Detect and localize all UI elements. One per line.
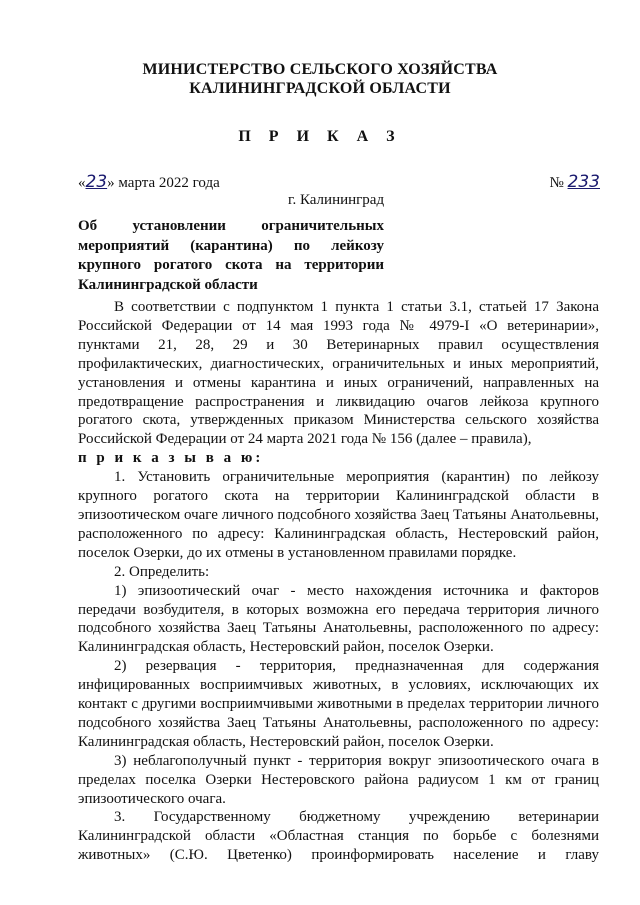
order-body (78, 298, 599, 865)
date-open-quote: « (78, 175, 86, 191)
order-number (549, 172, 600, 192)
handwritten-number: 233 (567, 172, 600, 192)
handwritten-day: 23 (85, 172, 108, 192)
ministry-line-1: МИНИСТЕРСТВО СЕЛЬСКОГО ХОЗЯЙСТВА (142, 61, 498, 78)
date-rest: » марта 2022 года (107, 175, 220, 191)
item-1-paragraph: 1. Установить ограничительные мероприятия (карантин) по лейкозу крупного рогатого скота на территории Калининградской области в эпизоотическом очаге личного подсобного хозяйства Заец Татьяны Анатольевны, расположенного по адресу: Калининградская область, Нестеровский район, поселок Озерки, до их отмены в установленном правилами порядке. (78, 469, 599, 561)
ministry-line-2: КАЛИНИНГРАДСКОЙ ОБЛАСТИ (189, 80, 451, 97)
item-2-2-paragraph: 2) резервация - территория, предназначенная для содержания инфицированных восприимчивых животных, в условиях, исключающих их контакт с другими восприимчивыми животными в пределах территории личного подсобного хозяйства Заец Татьяны Анатольевны, расположенного по адресу: Калининградская область, Нестеровский район, поселок Озерки. (78, 658, 599, 750)
order-title: П Р И К А З (238, 128, 402, 145)
order-subject: Об установлении ограничительных мероприятий (карантина) по лейкозу крупного рогатого скота на территории Калининградской области (78, 218, 384, 293)
preamble-paragraph: В соответствии с подпунктом 1 пункта 1 статьи 3.1, статьей 17 Закона Российской Федерации от 14 мая 1993 года № 4979-I «О ветеринарии», пунктами 21, 28, 29 и 30 Ветеринарных правил осуществления профилактических, диагностических, ограничительных и иных мероприятий, установления и отмены карантина и иных ограничений, направленных на предотвращение распространения и ликвидацию очагов лейкоза крупного рогатого скота, утвержденных приказом Министерства сельского хозяйства Российской Федерации от 24 марта 2021 года № 156 (далее – правила), (78, 299, 599, 448)
order-word: п р и к а з ы в а ю: (78, 450, 264, 467)
order-date (78, 172, 220, 192)
item-2-paragraph: 2. Определить: (114, 563, 210, 580)
item-2-3-paragraph: 3) неблагополучный пункт - территория вокруг эпизоотического очага в пределах поселка Озерки Нестеровского района радиусом 1 км от границ эпизоотического очага. (78, 752, 599, 807)
item-3-paragraph: 3. Государственному бюджетному учреждению ветеринарии Калининградской области «Областная станция по борьбе с болезнями животных» (С.Ю. Цветенко) проинформировать население и главу (78, 809, 599, 864)
order-word-paragraph (78, 449, 599, 468)
item-2-1-paragraph: 1) эпизоотический очаг - место нахождения источника и факторов передачи возбудителя, в которых возможна его передача территория личного подсобного хозяйства Заец Татьяны Анатольевны, расположенного по адресу: Калининградская область, Нестеровский район, поселок Озерки. (78, 582, 599, 656)
number-prefix: № (549, 175, 564, 191)
city: г. Калининград (288, 192, 385, 208)
ministry-heading (0, 60, 640, 98)
